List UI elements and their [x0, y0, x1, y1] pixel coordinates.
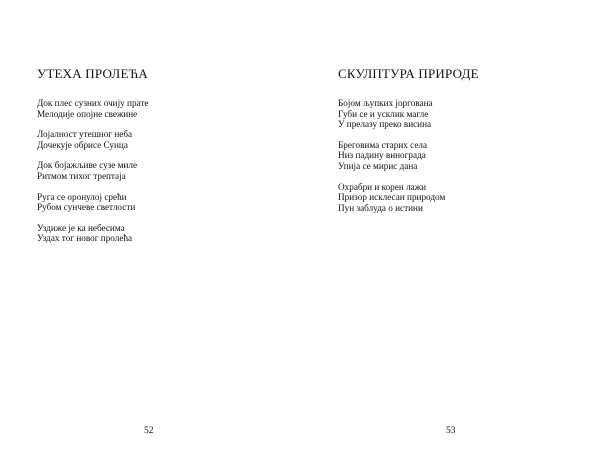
poem-line: Низ падину винограда	[338, 150, 426, 161]
poem-line: Упија се мирис дана	[338, 160, 418, 171]
poem-line: Брегови​ма старих села	[338, 139, 428, 150]
poem-line: Рубом сунчеве светлости	[37, 202, 136, 213]
poem-line: Дочекује обрисе Сунца	[37, 139, 128, 150]
stanza	[37, 223, 149, 244]
stanza	[338, 140, 445, 172]
poem-line: Призор исклесан природом	[338, 192, 446, 203]
poem-line: Бојом љупких јоргована	[338, 98, 433, 108]
poem-line: Охрабри и корен лажи	[338, 181, 426, 192]
poem-line: Мелодије опојне свежине	[37, 108, 138, 119]
stanza	[338, 182, 445, 214]
poem-line: Губи се и усклик магле	[338, 108, 429, 119]
stanza	[37, 192, 149, 213]
poem-line: Уздах тог новог пролећа	[37, 233, 133, 244]
poem-line: Лојалност утешног неба	[37, 129, 133, 140]
poem-line: Док бојажљиве сузе миле	[37, 160, 138, 171]
poem-line: У прелазу преко висина	[338, 119, 432, 130]
page-number-left: 52	[144, 426, 154, 436]
stanza	[37, 160, 149, 181]
poem-line: Док плес сузних очију прате	[37, 98, 149, 108]
poem-line: Уздиже је ка небесима	[37, 222, 125, 233]
poem-title-right: СКУЛПТУРА ПРИРОДЕ	[338, 66, 479, 81]
poem-line: Руга се оронулој срећи	[37, 191, 127, 202]
stanza	[37, 129, 149, 150]
poem-line: Пун заблуда о истини	[338, 202, 423, 213]
page-number-right: 53	[446, 426, 456, 436]
stanza	[37, 98, 149, 119]
right-page	[300, 0, 600, 466]
stanza	[338, 98, 445, 130]
poem-line: Ритмом тихог трептаја	[37, 170, 126, 181]
poem-body-left	[37, 98, 149, 254]
poem-body-right	[338, 98, 445, 223]
poem-title-left: УТЕХА ПРОЛЕЋА	[37, 66, 149, 81]
